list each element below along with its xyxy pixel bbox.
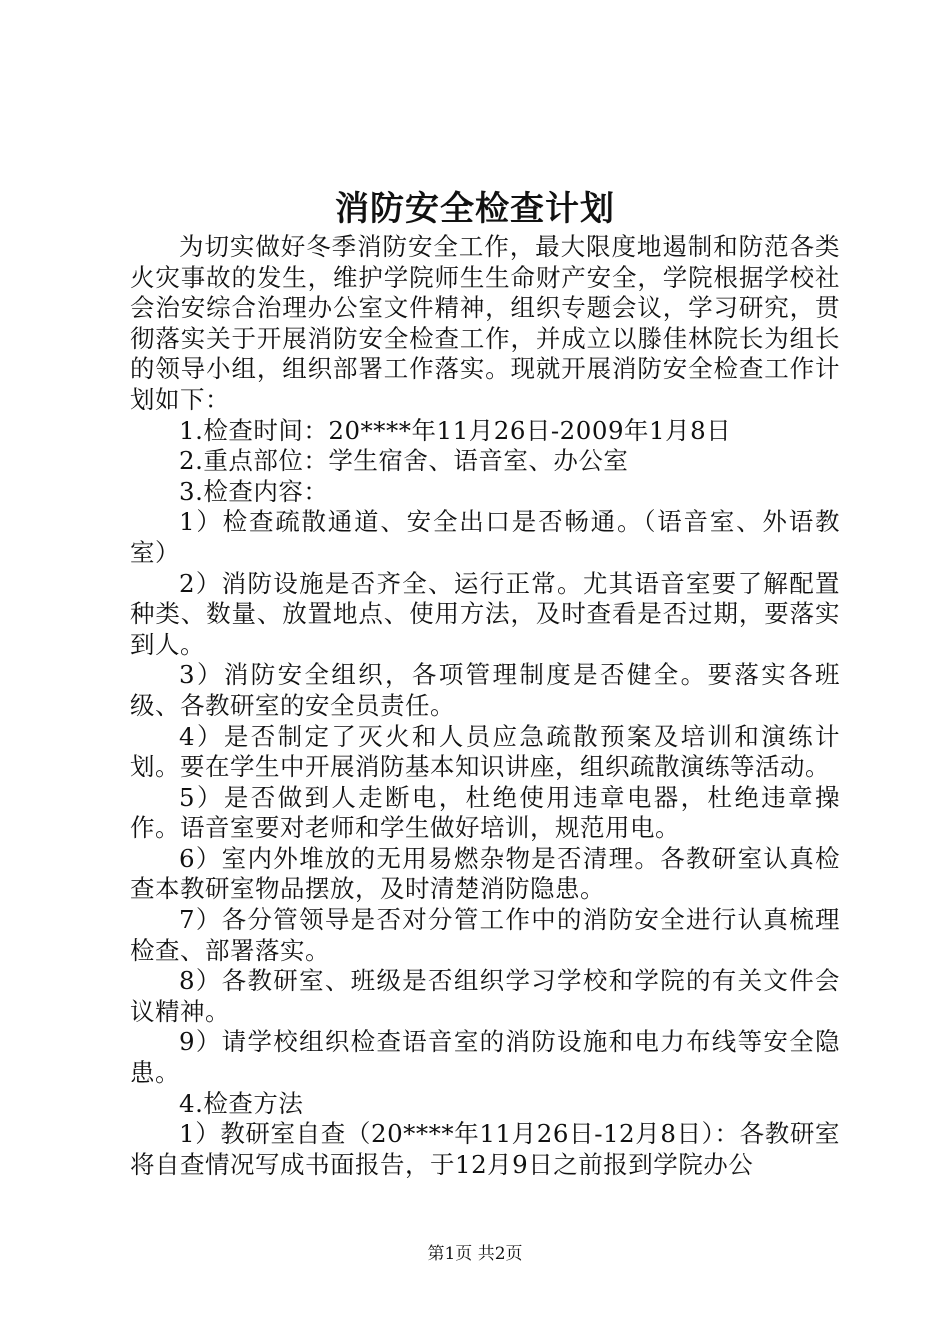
paragraph-item-7: 7）各分管领导是否对分管工作中的消防安全进行认真梳理检查、部署落实。	[130, 905, 840, 965]
page-footer: 第1页 共2页	[427, 1244, 523, 1264]
paragraph-item-9: 9）请学校组织检查语音室的消防设施和电力布线等安全隐患。	[130, 1027, 840, 1088]
paragraph-method-1: 1）教研室自查（20****年11月26日-12月8日）：各教研室将自查情况写成书面报告，于12月9日之前报到学院办公	[130, 1119, 840, 1179]
paragraph-key-areas: 2.重点部位：学生宿舍、语音室、办公室	[179, 446, 629, 476]
paragraph-item-1: 1）检查疏散通道、安全出口是否畅通。（语音室、外语教室）	[130, 507, 840, 567]
paragraph-item-4: 4）是否制定了灭火和人员应急疏散预案及培训和演练计划。要在学生中开展消防基本知识讲座，组织疏散演练等活动。	[130, 721, 840, 782]
paragraph-item-8: 8）各教研室、班级是否组织学习学校和学院的有关文件会议精神。	[130, 966, 840, 1026]
paragraph-item-3: 3）消防安全组织，各项管理制度是否健全。要落实各班级、各教研室的安全员责任。	[130, 660, 840, 720]
paragraph-intro: 为切实做好冬季消防安全工作，最大限度地遏制和防范各类火灾事故的发生，维护学院师生生命财产安全，学院根据学校社会治安综合治理办公室文件精神，组织专题会议，学习研究，贯彻落实关于开展消防安全检查工作，并成立以滕佳林院长为组长的领导小组，组织部署工作落实。现就开展消防安全检查工作计划如下：	[130, 232, 840, 414]
paragraph-inspection-time: 1.检查时间：20****年11月26日-2009年1月8日	[179, 415, 732, 445]
paragraph-inspection-content-heading: 3.检查内容：	[179, 476, 329, 506]
paragraph-item-5: 5）是否做到人走断电，杜绝使用违章电器，杜绝违章操作。语音室要对老师和学生做好培训，规范用电。	[130, 782, 840, 843]
paragraph-item-2: 2）消防设施是否齐全、运行正常。尤其语音室要了解配置种类、数量、放置地点、使用方法，及时查看是否过期，要落实到人。	[130, 568, 840, 659]
document-title: 消防安全检查计划	[335, 189, 615, 229]
document-body	[130, 232, 840, 1180]
paragraph-item-6: 6）室内外堆放的无用易燃杂物是否清理。各教研室认真检查本教研室物品摆放，及时清楚消防隐患。	[130, 843, 840, 904]
paragraph-inspection-method-heading: 4.检查方法	[179, 1088, 304, 1118]
